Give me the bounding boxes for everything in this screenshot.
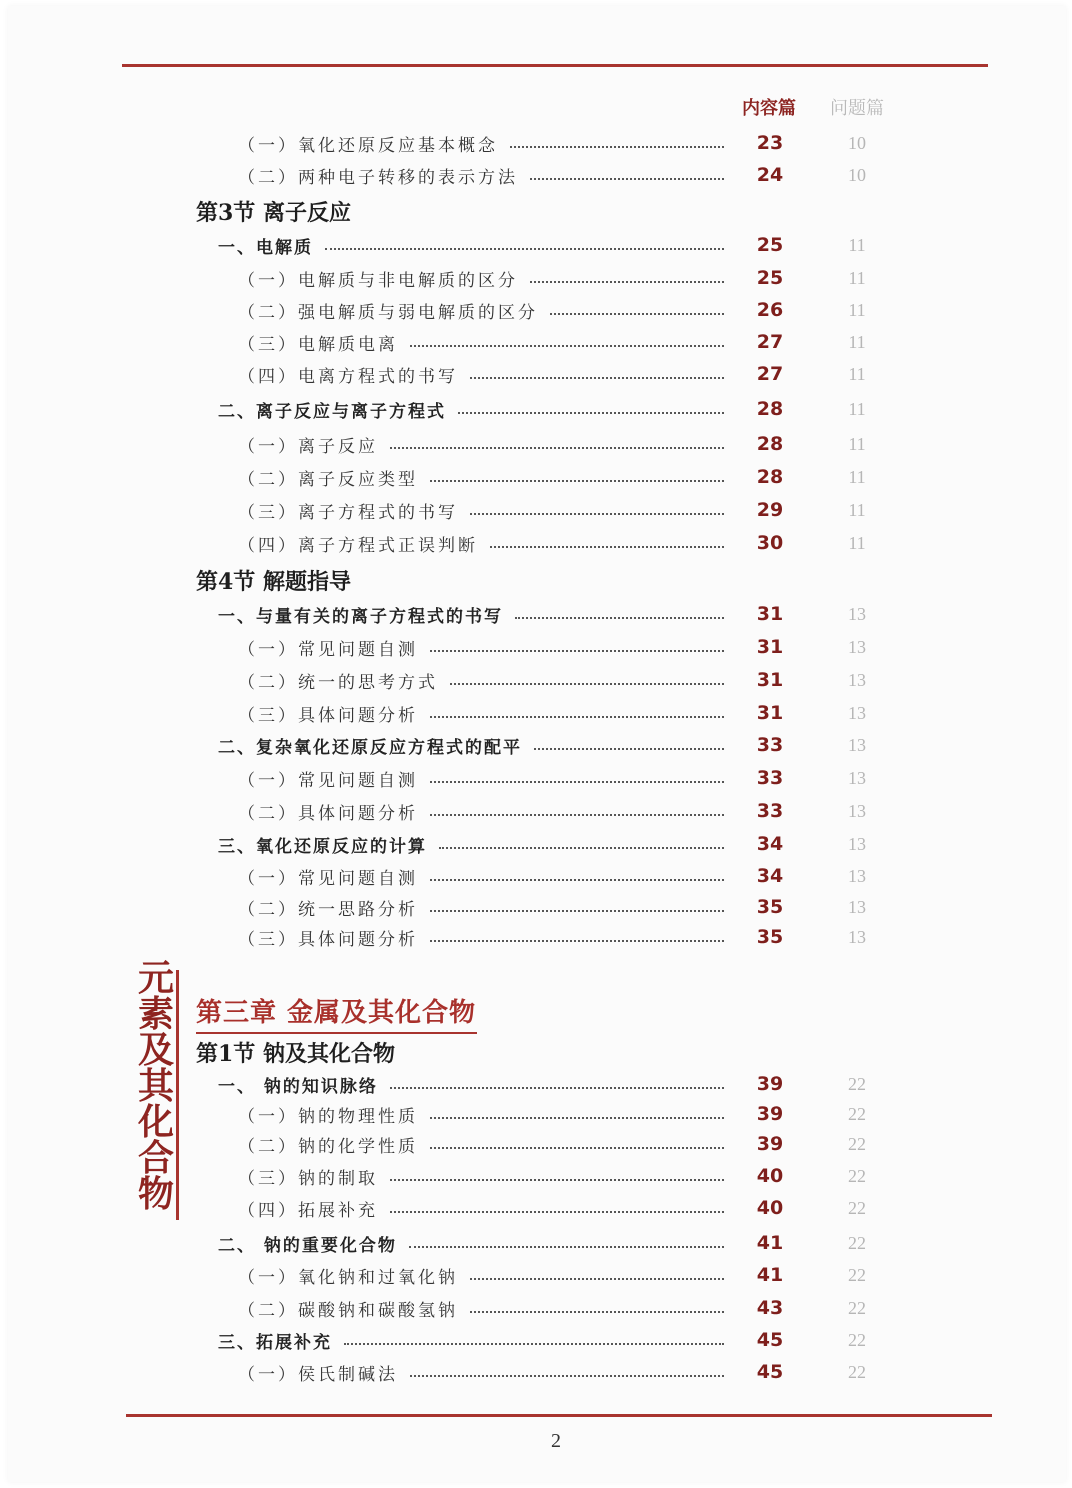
section-heading: 第1节 钠及其化合物 bbox=[196, 1041, 395, 1067]
question-page-number: 11 bbox=[848, 331, 866, 352]
bottom-rule bbox=[126, 1414, 992, 1417]
toc-entry-title: （二）碳酸钠和碳酸氢钠 bbox=[238, 1300, 458, 1321]
toc-entry-title: （一）常见问题自测 bbox=[238, 770, 418, 791]
section-heading: 第3节 离子反应 bbox=[196, 200, 351, 226]
toc-entry-title: （二）统一的思考方式 bbox=[238, 672, 438, 693]
toc-entry-title: （三）钠的制取 bbox=[238, 1168, 378, 1189]
dot-leader bbox=[344, 1341, 724, 1345]
toc-entry-title: （二）两种电子转移的表示方法 bbox=[238, 167, 518, 188]
toc-entry-title: 三、氧化还原反应的计算 bbox=[218, 836, 427, 857]
dot-leader bbox=[530, 176, 724, 180]
dot-leader bbox=[450, 681, 724, 685]
content-page-number: 29 bbox=[756, 499, 784, 521]
dot-leader bbox=[470, 1309, 724, 1313]
dot-leader bbox=[470, 511, 724, 515]
content-page-number: 45 bbox=[756, 1329, 784, 1351]
toc-entry-title: 二、离子反应与离子方程式 bbox=[218, 401, 446, 422]
question-page-number: 13 bbox=[848, 896, 866, 917]
dot-leader bbox=[470, 1276, 724, 1280]
question-page-number: 13 bbox=[848, 669, 866, 690]
question-page-number: 11 bbox=[848, 398, 866, 419]
toc-topic-row[interactable] bbox=[218, 1325, 866, 1355]
dot-leader bbox=[534, 746, 724, 750]
question-page-number: 11 bbox=[848, 299, 866, 320]
dot-leader bbox=[410, 1373, 724, 1377]
content-page-number: 24 bbox=[756, 164, 784, 186]
content-page-number: 31 bbox=[756, 702, 784, 724]
page-number: 2 bbox=[551, 1430, 561, 1452]
toc-subtopic-row[interactable] bbox=[238, 429, 866, 459]
dot-leader bbox=[430, 714, 724, 718]
toc-entry-title: （二）离子反应类型 bbox=[238, 469, 418, 490]
toc-subtopic-row[interactable] bbox=[238, 698, 866, 728]
toc-subtopic-row[interactable] bbox=[238, 763, 866, 793]
question-page-number: 13 bbox=[848, 734, 866, 755]
dot-leader bbox=[430, 908, 724, 912]
question-page-number: 13 bbox=[848, 767, 866, 788]
question-page-number: 22 bbox=[848, 1329, 866, 1350]
content-page-number: 25 bbox=[756, 234, 784, 256]
toc-entry-title: （三）离子方程式的书写 bbox=[238, 502, 458, 523]
question-page-number: 22 bbox=[848, 1103, 866, 1124]
toc-entry-title: （三）具体问题分析 bbox=[238, 929, 418, 950]
side-category-label bbox=[136, 957, 176, 1215]
question-page-number: 11 bbox=[848, 466, 866, 487]
toc-subtopic-row[interactable] bbox=[238, 495, 866, 525]
toc-subtopic-row[interactable] bbox=[238, 1099, 866, 1129]
toc-subtopic-row[interactable] bbox=[238, 359, 866, 389]
content-page-number: 31 bbox=[756, 669, 784, 691]
question-page-number: 13 bbox=[848, 926, 866, 947]
question-page-number: 11 bbox=[848, 499, 866, 520]
toc-topic-row[interactable] bbox=[218, 1069, 866, 1099]
dot-leader bbox=[430, 1145, 724, 1149]
toc-subtopic-row[interactable] bbox=[238, 1293, 866, 1323]
toc-entry-title: （一）常见问题自测 bbox=[238, 639, 418, 660]
dot-leader bbox=[430, 877, 724, 881]
content-page-number: 41 bbox=[756, 1232, 784, 1254]
side-label-char: 及 bbox=[137, 1029, 174, 1071]
side-label-char: 元 bbox=[137, 957, 174, 999]
toc-subtopic-row[interactable] bbox=[238, 160, 866, 190]
side-label-char: 物 bbox=[137, 1173, 174, 1215]
question-page-number: 22 bbox=[848, 1165, 866, 1186]
toc-entry-title: （三）具体问题分析 bbox=[238, 705, 418, 726]
question-page-number: 13 bbox=[848, 702, 866, 723]
toc-subtopic-row[interactable] bbox=[238, 1357, 866, 1387]
content-page-number: 25 bbox=[756, 267, 784, 289]
toc-subtopic-row[interactable] bbox=[238, 796, 866, 826]
toc-entry-title: （二）强电解质与弱电解质的区分 bbox=[238, 302, 538, 323]
dot-leader bbox=[390, 1085, 724, 1089]
question-page-number: 22 bbox=[848, 1361, 866, 1382]
toc-entry-title: （四）拓展补充 bbox=[238, 1200, 378, 1221]
side-label-bar bbox=[176, 970, 179, 1220]
question-page-number: 22 bbox=[848, 1232, 866, 1253]
question-page-number: 22 bbox=[848, 1297, 866, 1318]
content-page-number: 45 bbox=[756, 1361, 784, 1383]
toc-entry-title: （二）钠的化学性质 bbox=[238, 1136, 418, 1157]
question-page-number: 13 bbox=[848, 603, 866, 624]
content-page-number: 23 bbox=[756, 132, 784, 154]
side-label-char: 化 bbox=[137, 1101, 174, 1143]
toc-subtopic-row[interactable] bbox=[238, 922, 866, 952]
question-page-number: 13 bbox=[848, 800, 866, 821]
dot-leader bbox=[530, 279, 724, 283]
dot-leader bbox=[490, 544, 724, 548]
toc-topic-row[interactable] bbox=[218, 599, 866, 629]
question-page-number: 13 bbox=[848, 636, 866, 657]
content-page-number: 30 bbox=[756, 532, 784, 554]
toc-subtopic-row[interactable] bbox=[238, 1193, 866, 1223]
question-page-number: 13 bbox=[848, 833, 866, 854]
dot-leader bbox=[430, 812, 724, 816]
question-page-number: 22 bbox=[848, 1264, 866, 1285]
content-page-number: 27 bbox=[756, 363, 784, 385]
content-page-number: 35 bbox=[756, 926, 784, 948]
content-page-number: 33 bbox=[756, 800, 784, 822]
content-page-number: 34 bbox=[756, 865, 784, 887]
question-page-number: 10 bbox=[848, 164, 866, 185]
content-page-number: 31 bbox=[756, 636, 784, 658]
toc-entry-title: （二）具体问题分析 bbox=[238, 803, 418, 824]
side-label-char: 其 bbox=[137, 1065, 174, 1107]
toc-entry-title: （三）电解质电离 bbox=[238, 334, 398, 355]
question-page-number: 13 bbox=[848, 865, 866, 886]
toc-subtopic-row[interactable] bbox=[238, 665, 866, 695]
question-page-number: 10 bbox=[848, 132, 866, 153]
toc-entry-title: （一）侯氏制碱法 bbox=[238, 1364, 398, 1385]
dot-leader bbox=[550, 311, 724, 315]
toc-subtopic-row[interactable] bbox=[238, 1260, 866, 1290]
question-page-number: 22 bbox=[848, 1073, 866, 1094]
side-label-char: 素 bbox=[137, 993, 174, 1035]
toc-entry-title: 一、与量有关的离子方程式的书写 bbox=[218, 606, 503, 627]
toc-subtopic-row[interactable] bbox=[238, 295, 866, 325]
dot-leader bbox=[390, 445, 724, 449]
dot-leader bbox=[510, 144, 724, 148]
toc-topic-row[interactable] bbox=[218, 1228, 866, 1258]
content-page-number: 41 bbox=[756, 1264, 784, 1286]
toc-topic-row[interactable] bbox=[218, 394, 866, 424]
toc-subtopic-row[interactable] bbox=[238, 128, 866, 158]
content-page-number: 31 bbox=[756, 603, 784, 625]
content-page-number: 33 bbox=[756, 767, 784, 789]
chapter-title: 第三章 金属及其化合物 bbox=[196, 998, 477, 1028]
toc-subtopic-row[interactable] bbox=[238, 528, 866, 558]
toc-entry-title: （四）电离方程式的书写 bbox=[238, 366, 458, 387]
content-page-number: 33 bbox=[756, 734, 784, 756]
content-page-number: 40 bbox=[756, 1197, 784, 1219]
dot-leader bbox=[515, 615, 724, 619]
content-page-number: 39 bbox=[756, 1133, 784, 1155]
toc-entry-title: （一）氧化钠和过氧化钠 bbox=[238, 1267, 458, 1288]
toc-entry-title: （一）常见问题自测 bbox=[238, 868, 418, 889]
dot-leader bbox=[409, 1244, 724, 1248]
dot-leader bbox=[390, 1177, 724, 1181]
toc-entry-title: 三、拓展补充 bbox=[218, 1332, 332, 1353]
dot-leader bbox=[458, 410, 724, 414]
content-page-number: 34 bbox=[756, 833, 784, 855]
toc-entry-title: （一）电解质与非电解质的区分 bbox=[238, 270, 518, 291]
content-page-number: 26 bbox=[756, 299, 784, 321]
dot-leader bbox=[390, 1209, 724, 1213]
content-page-number: 43 bbox=[756, 1297, 784, 1319]
toc-entry-title: （四）离子方程式正误判断 bbox=[238, 535, 478, 556]
toc-subtopic-row[interactable] bbox=[238, 1161, 866, 1191]
dot-leader bbox=[430, 1115, 724, 1119]
content-page-number: 40 bbox=[756, 1165, 784, 1187]
question-page-number: 11 bbox=[848, 433, 866, 454]
toc-subtopic-row[interactable] bbox=[238, 632, 866, 662]
toc-subtopic-row[interactable] bbox=[238, 1129, 866, 1159]
dot-leader bbox=[410, 343, 724, 347]
content-page-number: 39 bbox=[756, 1073, 784, 1095]
question-page-number: 11 bbox=[848, 267, 866, 288]
toc-entry-title: （二）统一思路分析 bbox=[238, 899, 418, 920]
question-page-number: 11 bbox=[848, 234, 866, 255]
question-page-number: 11 bbox=[848, 532, 866, 553]
toc-subtopic-row[interactable] bbox=[238, 263, 866, 293]
content-page-number: 39 bbox=[756, 1103, 784, 1125]
dot-leader bbox=[439, 845, 724, 849]
toc-topic-row[interactable] bbox=[218, 730, 866, 760]
dot-leader bbox=[325, 246, 724, 250]
question-column-header: 问题篇 bbox=[830, 98, 884, 119]
toc-entry-title: 一、 钠的知识脉络 bbox=[218, 1076, 378, 1097]
side-label-char: 合 bbox=[137, 1137, 174, 1179]
dot-leader bbox=[470, 375, 724, 379]
dot-leader bbox=[430, 478, 724, 482]
section-heading: 第4节 解题指导 bbox=[196, 569, 351, 595]
content-page-number: 28 bbox=[756, 433, 784, 455]
content-page-number: 27 bbox=[756, 331, 784, 353]
question-page-number: 22 bbox=[848, 1133, 866, 1154]
toc-entry-title: 二、 钠的重要化合物 bbox=[218, 1235, 397, 1256]
toc-entry-title: （一）离子反应 bbox=[238, 436, 378, 457]
chapter-underline bbox=[196, 1032, 477, 1034]
content-page-number: 28 bbox=[756, 398, 784, 420]
question-page-number: 11 bbox=[848, 363, 866, 384]
toc-entry-title: 一、电解质 bbox=[218, 237, 313, 258]
toc-subtopic-row[interactable] bbox=[238, 462, 866, 492]
question-page-number: 22 bbox=[848, 1197, 866, 1218]
content-column-header: 内容篇 bbox=[742, 98, 796, 119]
toc-entry-title: 二、复杂氧化还原反应方程式的配平 bbox=[218, 737, 522, 758]
dot-leader bbox=[430, 779, 724, 783]
content-page-number: 28 bbox=[756, 466, 784, 488]
content-page-number: 35 bbox=[756, 896, 784, 918]
toc-entry-title: （一）氧化还原反应基本概念 bbox=[238, 135, 498, 156]
dot-leader bbox=[430, 648, 724, 652]
toc-subtopic-row[interactable] bbox=[238, 327, 866, 357]
toc-subtopic-row[interactable] bbox=[238, 892, 866, 922]
toc-entry-title: （一）钠的物理性质 bbox=[238, 1106, 418, 1127]
top-rule bbox=[122, 64, 988, 67]
toc-subtopic-row[interactable] bbox=[238, 861, 866, 891]
toc-topic-row[interactable] bbox=[218, 829, 866, 859]
toc-topic-row[interactable] bbox=[218, 230, 866, 260]
dot-leader bbox=[430, 938, 724, 942]
